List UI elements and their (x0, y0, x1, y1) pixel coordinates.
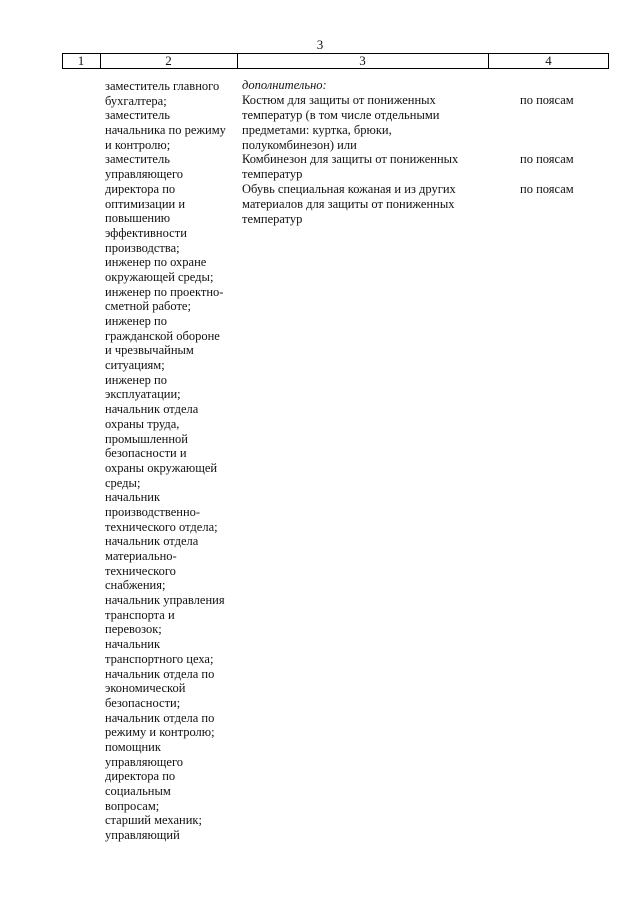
position-line: окружающей среды; (105, 269, 214, 284)
position-line: снабжения; (105, 578, 166, 593)
item-line: предметами: куртка, брюки, (242, 123, 392, 137)
position-line: производственно- (105, 504, 201, 519)
position-list (105, 79, 235, 843)
position-line: охраны окружающей (105, 460, 218, 475)
position-line: эффективности (105, 225, 187, 240)
position-line: управляющий (105, 828, 180, 843)
position-line: транспорта и (105, 607, 175, 622)
position-line: технического отдела; (105, 519, 218, 534)
page-number: 3 (316, 37, 324, 52)
item-2-quantity: по поясам (520, 152, 574, 166)
position-line: директора по (105, 181, 176, 196)
position-line: инженер по охране (105, 255, 207, 270)
position-line: бухгалтера; (105, 93, 167, 108)
position-line: управляющего (105, 167, 184, 182)
position-line: помощник (105, 739, 161, 754)
position-line: эксплуатации; (105, 387, 181, 402)
item-2-name (242, 152, 458, 182)
position-line: вопросам; (105, 798, 160, 813)
position-line: социальным (105, 784, 171, 798)
header-cell-1: 1 (77, 53, 85, 68)
item-1-quantity: по поясам (520, 93, 574, 107)
item-1-name (242, 93, 439, 153)
item-line: Обувь специальная кожаная и из других (242, 182, 456, 196)
position-line: безопасности и (105, 446, 187, 461)
position-line: и контролю; (105, 137, 171, 152)
item-3-quantity: по поясам (520, 182, 574, 196)
column3-heading: дополнительно: (242, 78, 327, 92)
position-line: начальник отдела (105, 402, 199, 417)
item-3-name (242, 182, 456, 227)
position-line: директора по (105, 769, 176, 784)
position-line: режиму и контролю; (105, 725, 215, 740)
position-line: охраны труда, (105, 416, 180, 431)
item-line: полукомбинезон) или (242, 138, 357, 152)
position-line: инженер по (105, 372, 167, 387)
position-line: старший механик; (105, 813, 202, 828)
header-cell-4: 4 (545, 53, 552, 68)
position-line: сметной работе; (105, 299, 191, 314)
position-line: начальник управления (105, 593, 225, 608)
position-line: повышению (105, 211, 171, 226)
position-line: технического (105, 563, 176, 578)
position-line: и чрезвычайным (105, 343, 194, 358)
item-line: Комбинезон для защиты от пониженных (242, 152, 459, 166)
position-line: заместитель (105, 108, 170, 123)
item-line: температур (242, 212, 303, 226)
position-line: управляющего (105, 754, 184, 769)
position-line: производства; (105, 240, 180, 255)
position-line: среды; (105, 475, 141, 490)
position-line: материально- (105, 549, 177, 563)
position-line: начальника по режиму (105, 123, 226, 138)
position-line: начальник отдела по (105, 710, 215, 725)
item-line: температур (242, 167, 303, 181)
position-line: начальник (105, 490, 161, 505)
header-cell-3: 3 (359, 53, 366, 68)
position-line: безопасности; (105, 695, 181, 710)
position-line: промышленной (105, 431, 188, 446)
position-line: ситуациям; (105, 358, 165, 373)
position-line: начальник отдела (105, 534, 199, 549)
position-line: перевозок; (105, 622, 162, 637)
item-line: Костюм для защиты от пониженных (242, 93, 436, 107)
position-line: заместитель главного (105, 79, 220, 93)
position-line: заместитель (105, 152, 170, 167)
item-line: материалов для защиты от пониженных (242, 197, 455, 211)
item-line: температур (в том числе отдельными (242, 108, 440, 122)
position-line: транспортного цеха; (105, 651, 214, 666)
column-divider (608, 54, 609, 68)
position-line: оптимизации и (105, 196, 186, 211)
position-line: гражданской обороне (105, 328, 220, 343)
position-line: начальник отдела по (105, 666, 215, 681)
position-line: инженер по (105, 314, 167, 328)
position-line: начальник (105, 637, 161, 652)
position-line: инженер по проектно- (105, 284, 224, 299)
header-cell-2: 2 (165, 53, 172, 68)
position-line: экономической (105, 681, 186, 696)
table-header-row (62, 53, 609, 69)
